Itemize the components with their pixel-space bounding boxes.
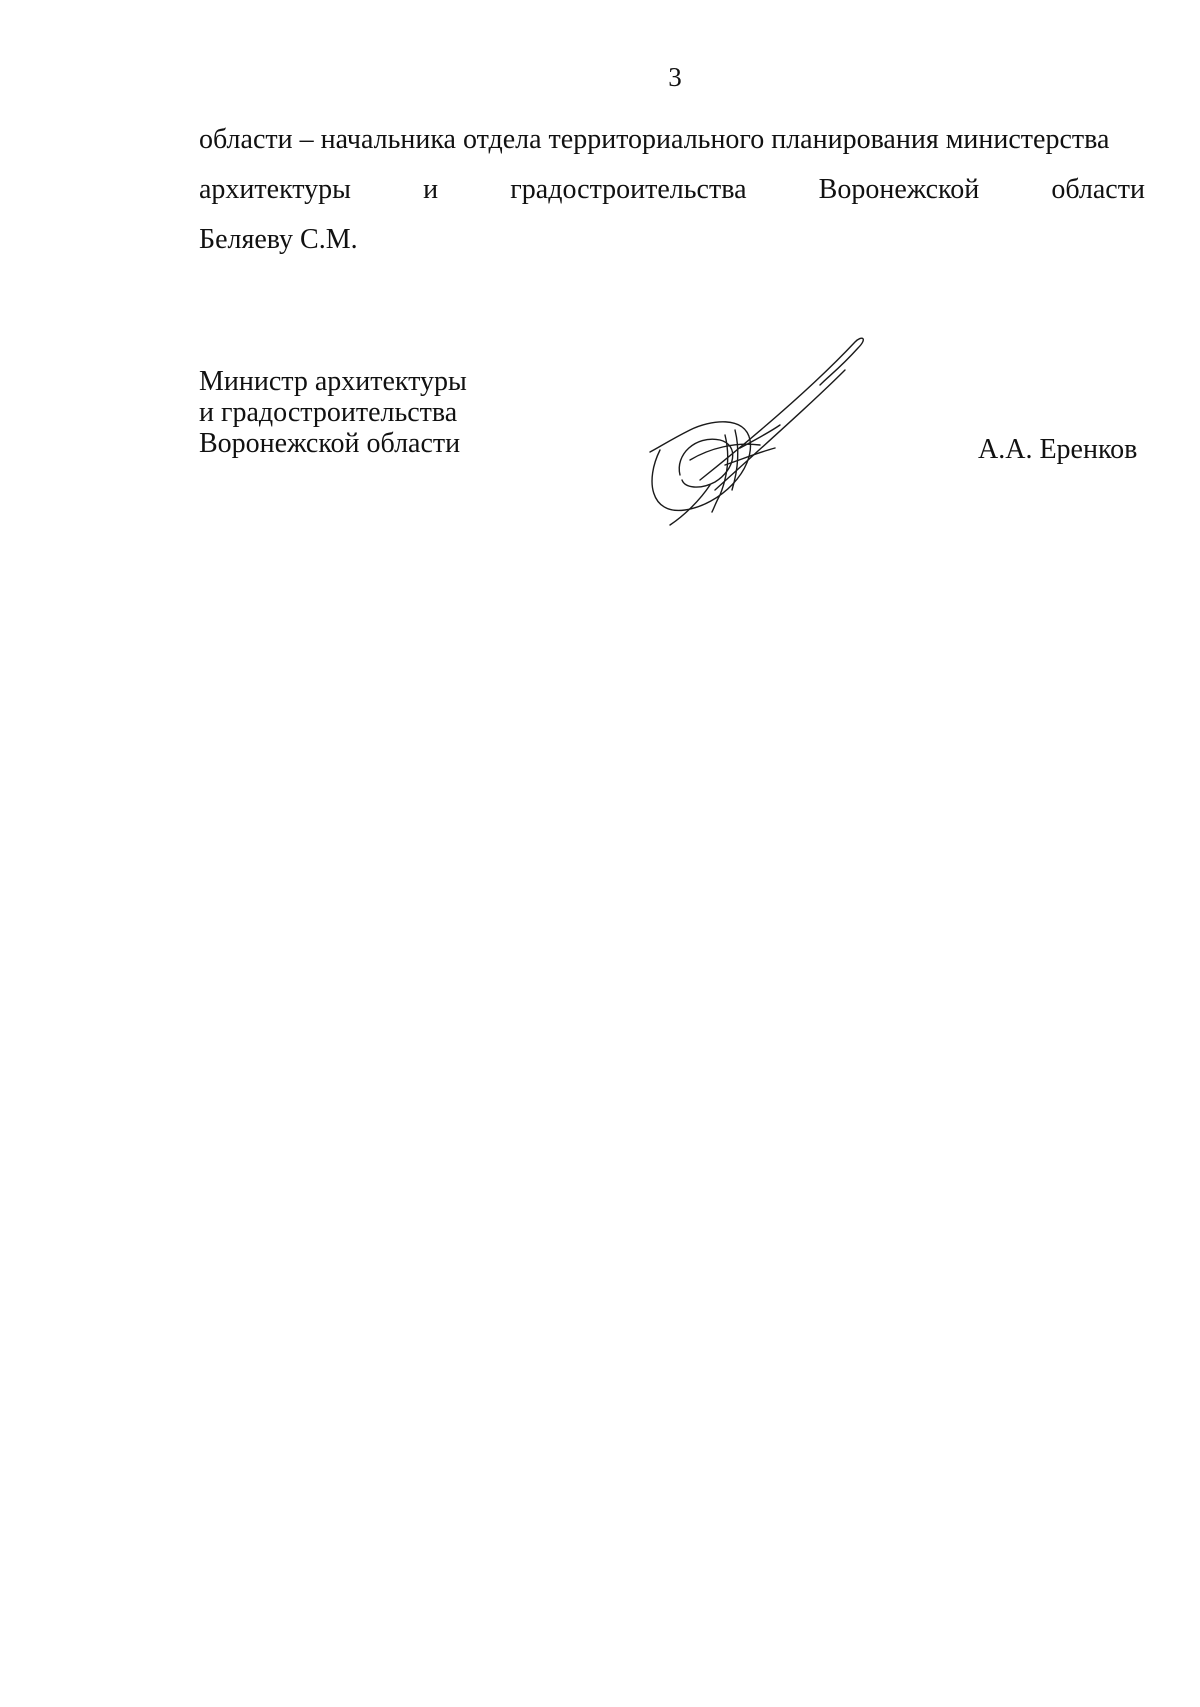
- paragraph-line-1: области – начальника отдела территориального планирования министерства: [199, 124, 1110, 155]
- handwritten-signature-icon: [640, 330, 940, 530]
- signatory-title-line-3: Воронежской области: [199, 428, 461, 459]
- signatory-title: [199, 366, 467, 459]
- paragraph-word: и: [423, 174, 439, 205]
- paragraph-line-2: [199, 165, 1145, 215]
- paragraph: [199, 115, 1145, 265]
- paragraph-word: архитектуры: [199, 174, 351, 205]
- paragraph-word: области: [1051, 174, 1145, 205]
- page-number: 3: [668, 62, 682, 92]
- paragraph-line-3: Беляеву С.М.: [199, 224, 358, 255]
- paragraph-word: градостроительства: [510, 174, 747, 205]
- signatory-title-line-1: Министр архитектуры: [199, 366, 467, 397]
- paragraph-word: Воронежской: [818, 174, 980, 205]
- signer-name: А.А. Еренков: [978, 434, 1138, 465]
- signatory-title-line-2: и градостроительства: [199, 397, 458, 428]
